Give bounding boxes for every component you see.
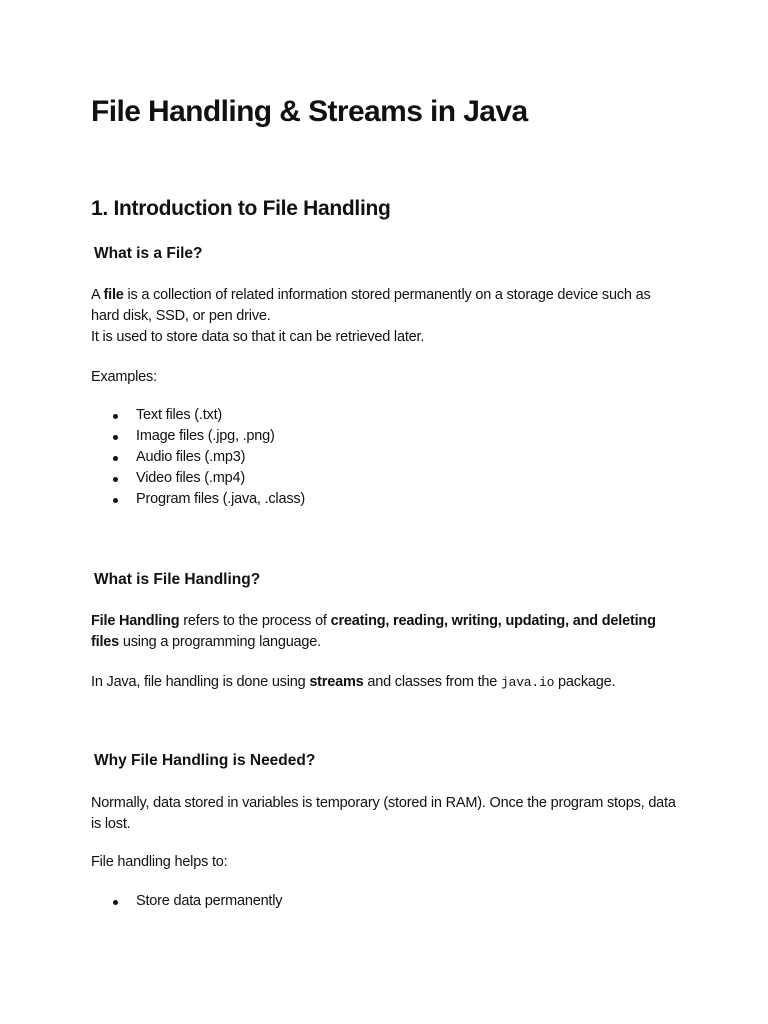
text-run: package.	[554, 674, 616, 690]
bullet-icon	[113, 456, 118, 461]
examples-list	[91, 405, 305, 510]
paragraph-temporary-data: Normally, data stored in variables is temporary (stored in RAM). Once the program stops, data is lost.	[91, 795, 676, 832]
list-item	[91, 489, 305, 510]
list-item-text: Audio files (.mp3)	[136, 449, 246, 465]
subheading-what-is-a-file: What is a File?	[94, 245, 203, 262]
text-run: It is used to store data so that it can be retrieved later.	[91, 329, 425, 345]
text-run: and classes from the	[363, 674, 501, 690]
paragraph-file-definition	[91, 285, 681, 348]
bullet-icon	[113, 498, 118, 503]
bold-operations: creating, reading, writing, updating, and deleting files	[91, 613, 656, 650]
bullet-icon	[113, 477, 118, 482]
paragraph-file-handling-definition	[91, 611, 671, 653]
list-item	[91, 891, 282, 912]
list-item-text: Program files (.java, .class)	[136, 491, 306, 507]
list-item	[91, 468, 305, 489]
paragraph-helps-to: File handling helps to:	[91, 854, 228, 870]
list-item-text: Image files (.jpg, .png)	[136, 428, 275, 444]
list-item-text: Video files (.mp4)	[136, 470, 245, 486]
text-run: using a programming language.	[119, 634, 321, 650]
paragraph-java-streams	[91, 672, 681, 693]
list-item	[91, 405, 305, 426]
subheading-what-is-file-handling: What is File Handling?	[94, 571, 261, 588]
benefits-list	[91, 891, 282, 912]
bold-term-streams: streams	[309, 674, 364, 690]
text-run: is a collection of related information stored permanently on a storage device such as hard disk, SSD, or pen drive.	[91, 287, 651, 324]
list-item	[91, 447, 305, 468]
text-run: refers to the process of	[179, 613, 331, 629]
list-item-text: Text files (.txt)	[136, 407, 223, 423]
text-run: A	[91, 287, 104, 303]
bullet-icon	[113, 435, 118, 440]
bullet-icon	[113, 414, 118, 419]
list-item-text: Store data permanently	[136, 893, 283, 909]
code-package-name: java.io	[501, 675, 555, 690]
document-title: File Handling & Streams in Java	[91, 95, 528, 128]
text-run: In Java, file handling is done using	[91, 674, 310, 690]
subheading-why-file-handling: Why File Handling is Needed?	[94, 752, 316, 769]
bold-term-file: file	[103, 287, 124, 303]
list-item	[91, 426, 305, 447]
section-heading-introduction: 1. Introduction to File Handling	[91, 197, 391, 220]
bold-term-file-handling: File Handling	[91, 613, 180, 629]
bullet-icon	[113, 900, 118, 905]
examples-label: Examples:	[91, 369, 157, 385]
